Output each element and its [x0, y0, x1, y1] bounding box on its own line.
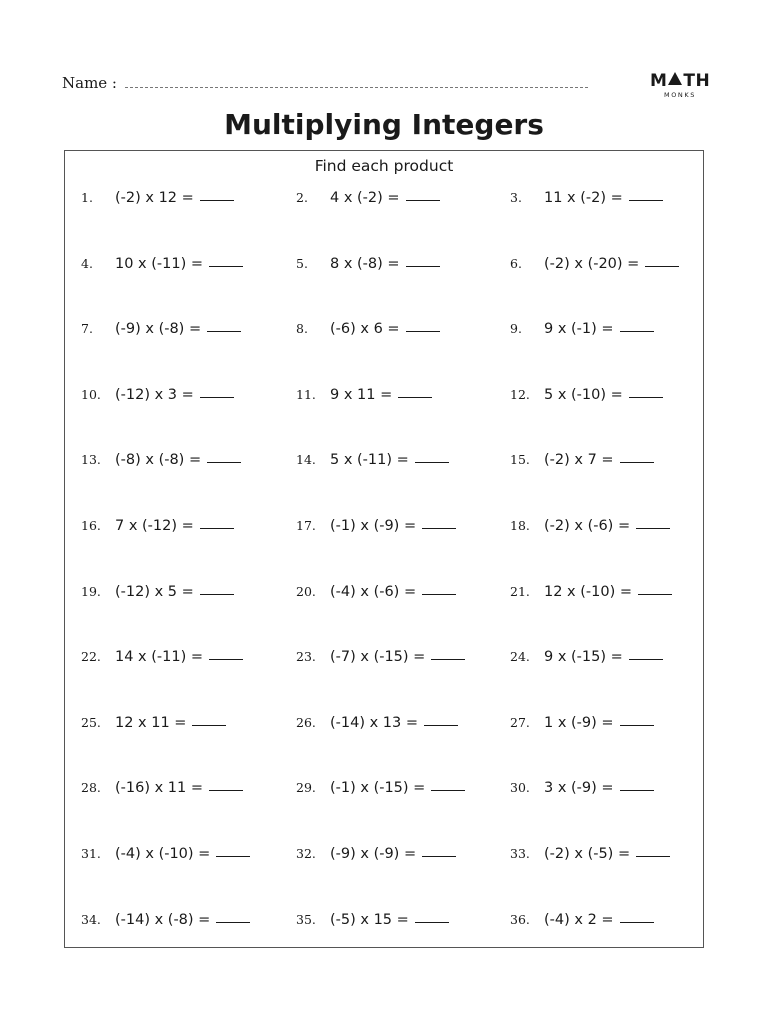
problem-number: 5. [296, 255, 308, 271]
answer-blank[interactable] [645, 266, 679, 267]
problem-item [510, 190, 663, 212]
problem-item [296, 649, 465, 671]
answer-blank[interactable] [200, 397, 234, 398]
problem-item [81, 321, 241, 343]
answer-blank[interactable] [415, 922, 449, 923]
answer-blank[interactable] [200, 594, 234, 595]
answer-blank[interactable] [398, 397, 432, 398]
answer-blank[interactable] [422, 856, 456, 857]
problem-item [510, 715, 654, 737]
logo-suffix: TH [683, 71, 711, 91]
problem-item [510, 518, 670, 540]
problem-number: 13. [81, 452, 101, 468]
answer-blank[interactable] [406, 200, 440, 201]
problems-box [64, 150, 704, 948]
problem-item [81, 780, 243, 802]
problem-item [510, 321, 654, 343]
answer-blank[interactable] [638, 594, 672, 595]
problem-item [81, 387, 234, 409]
problem-expression: 4 x (-2) = [330, 190, 400, 206]
problem-item [81, 912, 250, 934]
problem-expression: 14 x (-11) = [115, 649, 204, 666]
problem-item [296, 846, 456, 868]
problem-number: 23. [296, 649, 316, 665]
problem-expression: (-4) x (-6) = [330, 583, 417, 600]
answer-blank[interactable] [636, 856, 670, 857]
logo-triangle-icon [668, 72, 682, 85]
problem-number: 8. [296, 321, 308, 337]
problem-item [510, 256, 679, 278]
problem-expression: (-2) x (-20) = [544, 255, 640, 272]
problem-expression: 5 x (-10) = [544, 386, 623, 403]
answer-blank[interactable] [620, 462, 654, 463]
problem-item [296, 715, 458, 737]
answer-blank[interactable] [636, 528, 670, 529]
problem-expression: (-9) x (-9) = [330, 846, 417, 862]
answer-blank[interactable] [629, 659, 663, 660]
answer-blank[interactable] [209, 659, 243, 660]
problem-expression: 11 x (-2) = [544, 190, 623, 206]
problem-number: 16. [81, 518, 101, 533]
problem-number: 10. [81, 386, 101, 402]
name-row [62, 70, 588, 92]
answer-blank[interactable] [200, 200, 234, 201]
answer-blank[interactable] [209, 790, 243, 791]
problem-expression: 12 x 11 = [115, 714, 187, 731]
problem-number: 28. [81, 780, 101, 796]
problem-expression: (-4) x (-10) = [115, 846, 211, 862]
problem-number: 9. [510, 321, 522, 337]
problem-number: 3. [510, 190, 522, 205]
answer-blank[interactable] [620, 331, 654, 332]
problem-number: 25. [81, 714, 101, 730]
problem-expression: (-2) x (-6) = [544, 518, 631, 534]
problem-item [510, 846, 670, 868]
problem-item [81, 846, 250, 868]
problem-expression: 9 x 11 = [330, 386, 393, 403]
problem-item [296, 518, 456, 540]
problem-expression: (-2) x 7 = [544, 452, 614, 469]
answer-blank[interactable] [620, 922, 654, 923]
logo-wordmark [650, 72, 710, 90]
answer-blank[interactable] [209, 266, 243, 267]
problem-item [510, 780, 654, 802]
problem-expression: (-5) x 15 = [330, 911, 409, 928]
logo-prefix: M [650, 71, 668, 91]
instruction-text: Find each product [314, 157, 454, 175]
logo-subtitle: MONKS [664, 91, 696, 99]
problem-number: 35. [296, 911, 316, 927]
answer-blank[interactable] [207, 462, 241, 463]
problem-number: 7. [81, 321, 93, 337]
problem-number: 26. [296, 714, 316, 730]
problem-expression: (-2) x (-5) = [544, 846, 631, 862]
problem-expression: 5 x (-11) = [330, 452, 409, 469]
problem-expression: (-14) x 13 = [330, 714, 419, 731]
problem-item [510, 584, 672, 606]
problem-item [81, 649, 243, 671]
problem-number: 2. [296, 190, 308, 205]
problem-item [81, 190, 234, 212]
problem-item [510, 649, 663, 671]
answer-blank[interactable] [620, 790, 654, 791]
problem-number: 15. [510, 452, 530, 468]
problem-number: 17. [296, 518, 316, 533]
answer-blank[interactable] [415, 462, 449, 463]
answer-blank[interactable] [424, 725, 458, 726]
problem-expression: (-2) x 12 = [115, 190, 194, 206]
problem-item [510, 912, 654, 934]
problem-item [296, 780, 465, 802]
problem-number: 4. [81, 255, 93, 271]
name-input-line[interactable] [125, 87, 588, 88]
math-monks-logo [650, 72, 710, 99]
problem-item [296, 190, 440, 212]
problem-expression: (-14) x (-8) = [115, 911, 211, 928]
problem-number: 30. [510, 780, 530, 796]
problem-item [296, 387, 432, 409]
answer-blank[interactable] [629, 397, 663, 398]
problem-number: 21. [510, 583, 530, 599]
problem-expression: 10 x (-11) = [115, 255, 204, 272]
problem-item [296, 256, 440, 278]
problem-number: 18. [510, 518, 530, 533]
problem-item [296, 452, 449, 474]
problem-expression: (-4) x 2 = [544, 911, 614, 928]
problem-number: 34. [81, 911, 101, 927]
problem-expression: 7 x (-12) = [115, 518, 194, 534]
answer-blank[interactable] [216, 856, 250, 857]
problem-item [296, 321, 440, 343]
problem-number: 24. [510, 649, 530, 665]
problem-expression: 9 x (-1) = [544, 321, 614, 338]
problem-expression: (-16) x 11 = [115, 780, 204, 797]
problem-number: 33. [510, 846, 530, 861]
problem-number: 27. [510, 714, 530, 730]
problem-number: 1. [81, 190, 93, 205]
problem-item [81, 518, 234, 540]
answer-blank[interactable] [431, 659, 465, 660]
problem-item [81, 584, 234, 606]
problem-expression: (-9) x (-8) = [115, 321, 202, 338]
problem-expression: 8 x (-8) = [330, 255, 400, 272]
problem-expression: (-6) x 6 = [330, 321, 400, 338]
problem-number: 32. [296, 846, 316, 861]
problem-expression: 12 x (-10) = [544, 583, 633, 600]
answer-blank[interactable] [431, 790, 465, 791]
problem-expression: (-1) x (-9) = [330, 518, 417, 534]
answer-blank[interactable] [620, 725, 654, 726]
page-title: Multiplying Integers [224, 108, 544, 141]
answer-blank[interactable] [192, 725, 226, 726]
name-label: Name : [62, 74, 117, 92]
answer-blank[interactable] [406, 331, 440, 332]
problem-item [296, 912, 449, 934]
problem-expression: (-1) x (-15) = [330, 780, 426, 797]
answer-blank[interactable] [629, 200, 663, 201]
problem-number: 20. [296, 583, 316, 599]
problem-item [510, 452, 654, 474]
answer-blank[interactable] [200, 528, 234, 529]
problem-expression: (-12) x 5 = [115, 583, 194, 600]
answer-blank[interactable] [207, 331, 241, 332]
problem-number: 6. [510, 255, 522, 271]
answer-blank[interactable] [406, 266, 440, 267]
answer-blank[interactable] [422, 594, 456, 595]
problem-number: 19. [81, 583, 101, 599]
answer-blank[interactable] [422, 528, 456, 529]
problem-item [81, 256, 243, 278]
problem-expression: 1 x (-9) = [544, 714, 614, 731]
problem-number: 14. [296, 452, 316, 468]
problem-expression: 3 x (-9) = [544, 780, 614, 797]
problem-number: 29. [296, 780, 316, 796]
problem-number: 11. [296, 386, 316, 402]
problem-item [81, 715, 226, 737]
problem-number: 12. [510, 386, 530, 402]
problem-item [296, 584, 456, 606]
problem-number: 31. [81, 846, 101, 861]
problem-expression: (-12) x 3 = [115, 386, 194, 403]
problem-number: 22. [81, 649, 101, 665]
problem-item [81, 452, 241, 474]
problem-expression: (-8) x (-8) = [115, 452, 202, 469]
problem-expression: (-7) x (-15) = [330, 649, 426, 666]
problem-expression: 9 x (-15) = [544, 649, 623, 666]
problem-number: 36. [510, 911, 530, 927]
answer-blank[interactable] [216, 922, 250, 923]
problem-item [510, 387, 663, 409]
